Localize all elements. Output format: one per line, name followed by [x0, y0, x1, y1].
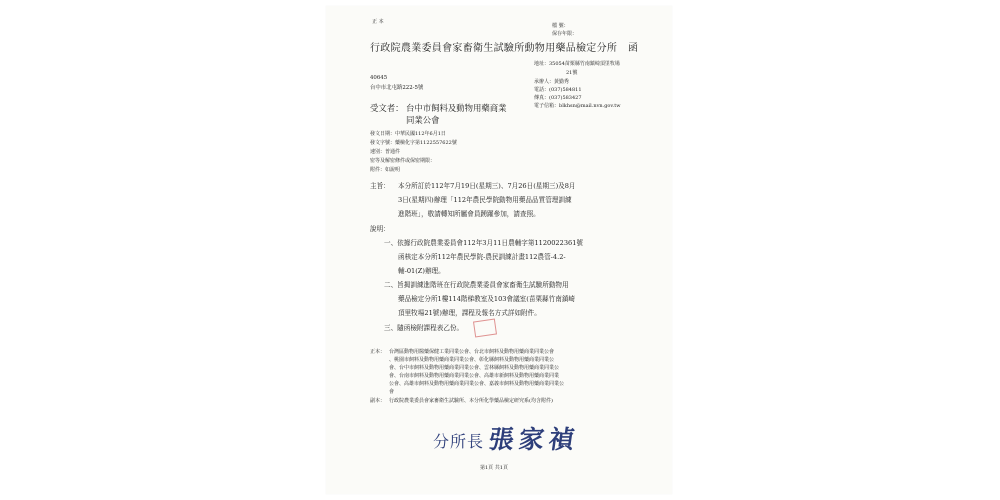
cc-label: 正本： [370, 349, 386, 355]
security-class: 密等及解密條件或保密期限： [370, 158, 436, 164]
explanation-item-2: 頂里牧場21號)辦理，課程及報名方式詳如附件。 [398, 309, 541, 317]
explanation-item-1: 輔-01(Z)辦理。 [398, 267, 445, 275]
document-type: 函 [628, 43, 639, 54]
seal-stamp [473, 319, 497, 338]
email-address: 電子信箱：blkhsn@mail.nvn.gov.tw [534, 103, 621, 109]
speed-class: 速別：普通件 [370, 149, 401, 155]
page-number: 第1頁 共1頁 [480, 465, 508, 471]
cc-line: 會 [389, 389, 395, 395]
signer-title: 分所長 [433, 432, 485, 451]
explanation-item-3: 三、隨函檢附課程表乙份。 [384, 324, 464, 332]
cc-line: 台灣區動物用醫藥保健工業同業公會、台北市飼料及動物用藥商業同業公會 [389, 349, 555, 355]
signer-name: 張家禎 [486, 425, 582, 454]
explanation-item-2: 二、旨揭訓練進階班在行政院農業委員會家畜衛生試驗所動物用 [384, 281, 569, 289]
copy-recipients-label: 副本： [370, 398, 386, 404]
attachment-note: 附件：如說明 [370, 167, 401, 173]
file-number-label: 檔 號： [552, 23, 569, 29]
phone-number: 電話：(037)584811 [534, 87, 582, 93]
postal-code: 40645 [370, 75, 388, 81]
recipient-name-line2: 同業公會 [406, 115, 440, 125]
fax-number: 傳真：(037)583427 [534, 95, 582, 101]
sender-address: 地址：35054苗栗縣竹南鎮崎頂里牧場 [534, 61, 620, 67]
recipient-label: 受文者： [370, 103, 404, 113]
recipient-address: 台中市北屯路222-5號 [370, 85, 424, 91]
contact-person: 承辦人：黃勤秀 [534, 79, 570, 85]
explanation-item-1: 一、依據行政院農業委員會112年3月11日農輔字第1120022361號 [384, 239, 583, 247]
explanation-item-1: 函核定本分所112年農民學院-農民訓練計畫112農管-4.2- [398, 253, 566, 261]
signature-block [433, 427, 583, 455]
subject-line: 進階班」，敬請轉知所屬會員踴躍參加，請查照。 [398, 210, 540, 218]
organization-title: 行政院農業委員會家畜衛生試驗所動物用藥品檢定分所 [370, 43, 618, 54]
explanation-item-2: 藥品檢定分所1樓114階梯教室及103會議室(苗栗縣竹南鎮崎 [398, 295, 575, 303]
retention-label: 保存年限： [552, 31, 578, 37]
send-number: 發文字號：藥檢化字第1122557622號 [370, 140, 457, 146]
send-date: 發文日期：中華民國112年6月1日 [370, 131, 446, 137]
subject-label: 主旨： [370, 182, 390, 190]
subject-line: 3日(星期四)辦理「112年農民學院動物用藥品品質管理訓練 [398, 196, 572, 204]
cc-line: 會、台南市飼料及動物用藥商業同業公會、高雄市新飼料及動物用藥商業同業 [389, 373, 560, 379]
recipient-name: 台中市飼料及動物用藥商業 [406, 103, 507, 113]
cc-line: 會、台中市飼料及動物用藥商業同業公會、雲林縣飼料及動物用藥商業同業公 [389, 365, 560, 371]
explanation-label: 說明： [370, 225, 390, 233]
copy-label: 正 本 [372, 19, 384, 25]
sender-address-line2: 21號 [566, 70, 578, 76]
cc-line: 、桃園市飼料及動物用藥商業同業公會、彰化縣飼料及動物用藥商業同業公 [389, 357, 555, 363]
cc-line: 公會、高雄市飼料及動物用藥商業同業公會、嘉義市飼料及動物用藥商業同業公 [389, 381, 565, 387]
copy-recipients: 行政院農業委員會家畜衛生試驗所、本分所化學藥品檢定研究系(均含附件) [389, 398, 553, 404]
subject-line: 本分所訂於112年7月19日(星期三)、7月26日(星期三)及8月 [398, 182, 576, 190]
